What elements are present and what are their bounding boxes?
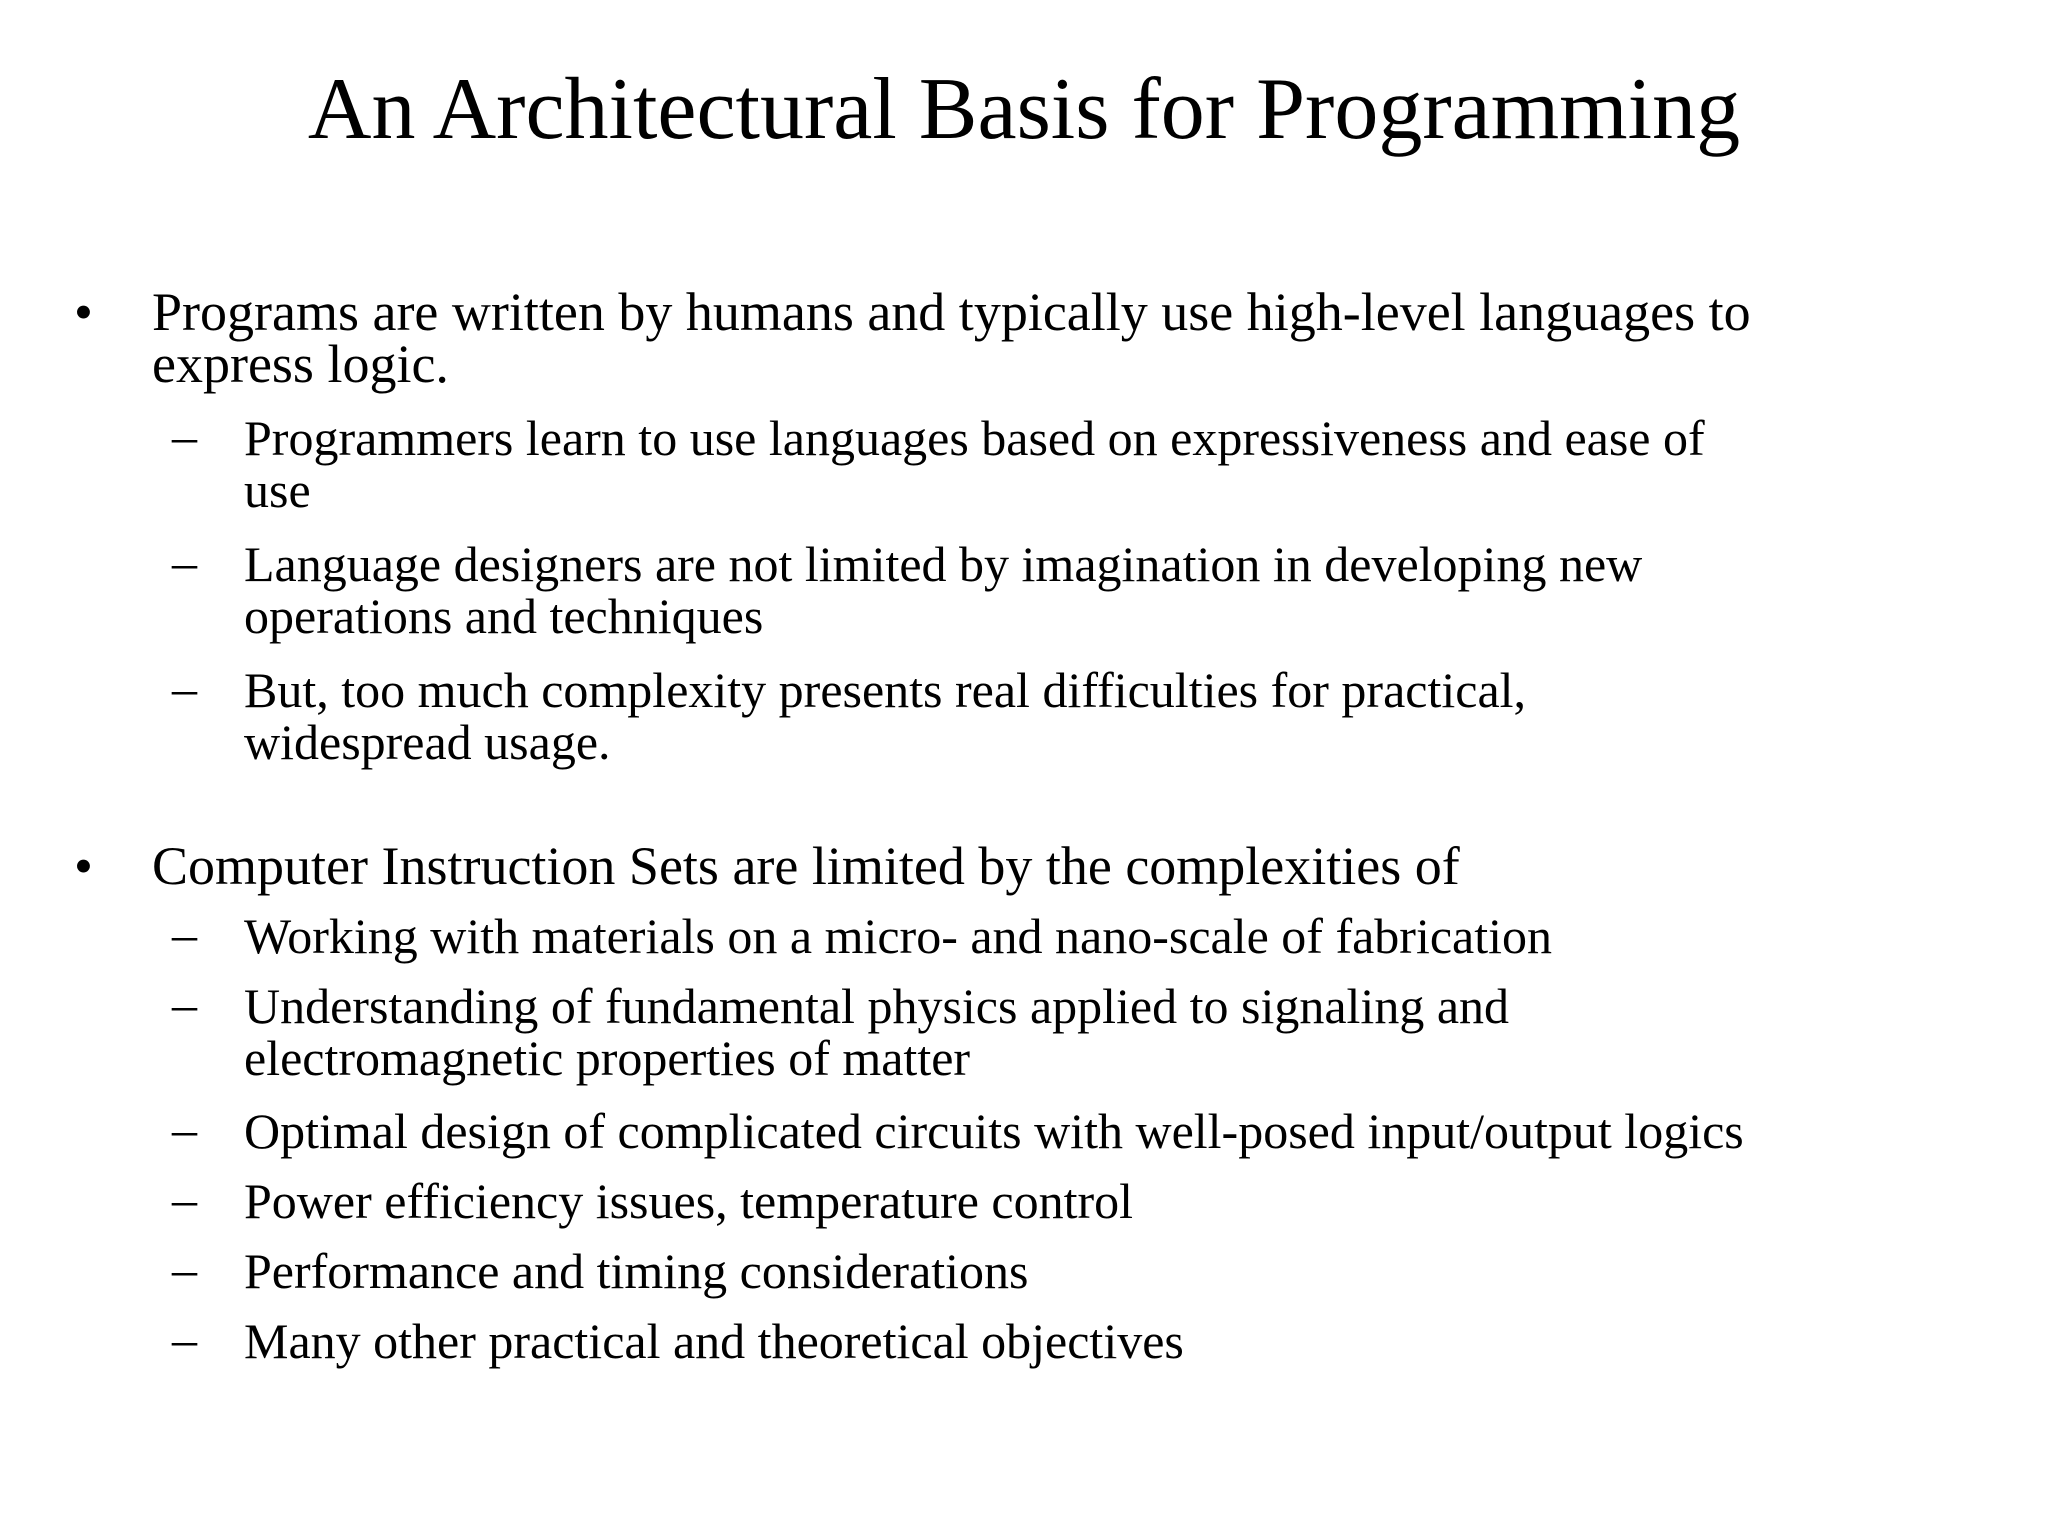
sub-bullet-text bbox=[244, 1175, 1133, 1227]
sub-bullet-text-line: Understanding of fundamental physics applied to signaling and bbox=[244, 978, 1510, 1034]
bullet-text-line: Computer Instruction Sets are limited by the complexities of bbox=[152, 836, 1460, 896]
sub-bullet-text-line: Working with materials on a micro- and nano-scale of fabrication bbox=[244, 908, 1553, 964]
sub-bullet-text-line: use bbox=[244, 462, 311, 518]
dash-marker: – bbox=[172, 906, 197, 962]
dash-marker: – bbox=[172, 1241, 197, 1297]
sub-bullet-item bbox=[172, 534, 2022, 648]
sub-bullet-text bbox=[244, 910, 1552, 962]
bullet-text bbox=[152, 282, 1751, 394]
bullet-marker: • bbox=[74, 836, 93, 896]
dash-marker: – bbox=[172, 1171, 197, 1227]
sub-bullet-item bbox=[172, 1311, 2022, 1371]
dash-marker: – bbox=[172, 1101, 197, 1157]
dash-marker: – bbox=[172, 1311, 197, 1367]
bullet-text-line: express logic. bbox=[152, 334, 449, 394]
sub-bullet-text-line: widespread usage. bbox=[244, 714, 611, 770]
sub-bullet-text-line: Optimal design of complicated circuits with well-posed input/output logics bbox=[244, 1103, 1744, 1159]
sub-bullet-text bbox=[244, 1245, 1029, 1297]
sub-bullet-text-line: Power efficiency issues, temperature control bbox=[244, 1173, 1134, 1229]
dash-marker: – bbox=[172, 660, 197, 716]
sub-bullet-item bbox=[172, 1241, 2022, 1301]
sub-bullet-text bbox=[244, 980, 1509, 1084]
sub-bullet-item bbox=[172, 408, 2022, 522]
sub-bullet-text bbox=[244, 1105, 1744, 1157]
sub-bullet-text bbox=[244, 664, 1526, 768]
dash-marker: – bbox=[172, 976, 197, 1032]
sub-bullet-text-line: Many other practical and theoretical objectives bbox=[244, 1313, 1184, 1369]
dash-marker: – bbox=[172, 408, 197, 464]
sub-bullet-item bbox=[172, 1101, 2022, 1161]
bullet-item bbox=[74, 836, 1974, 900]
sub-bullet-text-line: Language designers are not limited by imagination in developing new bbox=[244, 536, 1643, 592]
sub-bullet-item bbox=[172, 976, 2022, 1090]
sub-bullet-text-line: electromagnetic properties of matter bbox=[244, 1030, 971, 1086]
bullet-text-line: Programs are written by humans and typically use high-level languages to bbox=[152, 282, 1751, 342]
dash-marker: – bbox=[172, 534, 197, 590]
sub-bullet-text-line: operations and techniques bbox=[244, 588, 764, 644]
slide-title: An Architectural Basis for Programming bbox=[307, 61, 1741, 158]
sub-bullet-text-line: Programmers learn to use languages based on expressiveness and ease of bbox=[244, 410, 1705, 466]
bullet-marker: • bbox=[74, 282, 93, 342]
sub-bullet-item bbox=[172, 660, 2022, 774]
sub-bullet-text-line: Performance and timing considerations bbox=[244, 1243, 1029, 1299]
bullet-item bbox=[74, 282, 1974, 396]
sub-bullet-text bbox=[244, 1315, 1184, 1367]
sub-bullet-item bbox=[172, 906, 2022, 966]
sub-bullet-text bbox=[244, 538, 1642, 642]
sub-bullet-text bbox=[244, 412, 1705, 516]
sub-bullet-text-line: But, too much complexity presents real difficulties for practical, bbox=[244, 662, 1527, 718]
sub-bullet-item bbox=[172, 1171, 2022, 1231]
bullet-text bbox=[152, 836, 1460, 896]
